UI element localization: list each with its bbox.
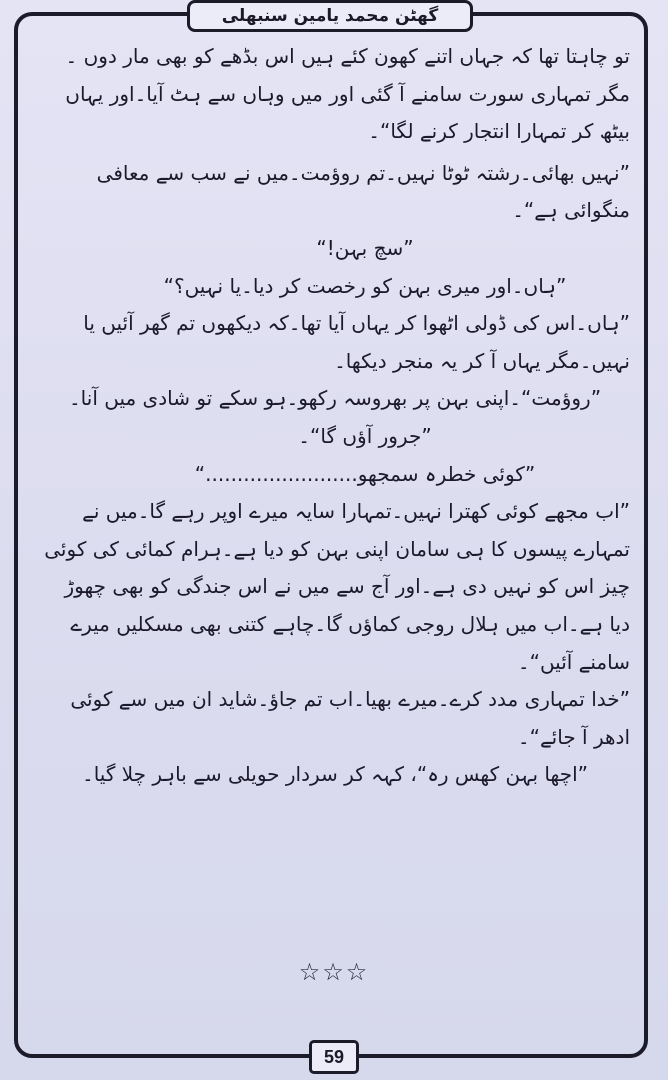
running-header <box>187 0 473 32</box>
page-number <box>309 1040 359 1074</box>
story-text <box>40 38 630 998</box>
section-break-stars: ☆☆☆ <box>298 958 370 986</box>
paragraph: ”سچ بہن!“ <box>316 235 414 260</box>
paragraph: ”اب مجھے کوئی کھترا نہیں۔تمہارا سایہ میرے اوپر رہے گا۔میں نے تمہارے پیسوں کا ہی سامان اپنی بہن کو دیا ہے۔ہرام کمائی کی کوئی چیز اس کو نہیں دی ہے۔اور آج سے میں نے اس جندگی کو بھی چھوڑ دیا ہے۔اب میں ہلال روجی کماؤں گا۔چاہے کتنی بھی مسکلیں میرے سامنے آئیں“۔ <box>44 499 630 674</box>
paragraph: ”نہیں بھائی۔رشتہ ٹوٹا نہیں۔تم روؤمت۔میں نے سب سے معافی منگوائی ہے“۔ <box>96 160 630 223</box>
paragraph: ”ہاں۔اس کی ڈولی اٹھوا کر یہاں آیا تھا۔کہ دیکھوں تم گھر آئیں یا نہیں۔مگر یہاں آ کر یہ منجر دیکھا۔ <box>83 311 630 373</box>
paragraph: ”روؤمت“۔اپنی بہن پر بھروسہ رکھو۔ہو سکے تو شادی میں آنا۔ <box>68 386 602 411</box>
paragraph: ”جرور آؤں گا“۔ <box>298 423 432 448</box>
paragraph: ”اچھا بہن کھس رہ“، کہہ کر سردار حویلی سے باہر چلا گیا۔ <box>81 762 588 787</box>
paragraph: ”کوئی خطرہ سمجھو........................“ <box>194 461 536 486</box>
header-title: گھٹن محمد یامین سنبھلی <box>221 6 439 26</box>
paragraph: تو چاہتا تھا کہ جہاں اتنے کھون کئے ہیں اس بڈھے کو بھی مار دوں ۔مگر تمہاری سورت سامنے آ گئی اور میں وہاں سے ہٹ آیا۔اور یہاں بیٹھ کر تمہارا انتجار کرنے لگا“۔ <box>65 44 630 144</box>
page-number-text: 59 <box>323 1046 345 1067</box>
paragraph: ”خدا تمہاری مدد کرے۔میرے بھیا۔اب تم جاؤ۔شاید ان میں سے کوئی ادھر آ جائے“۔ <box>70 687 630 749</box>
paragraph: ”ہاں۔اور میری بہن کو رخصت کر دیا۔یا نہیں؟“ <box>163 273 567 298</box>
